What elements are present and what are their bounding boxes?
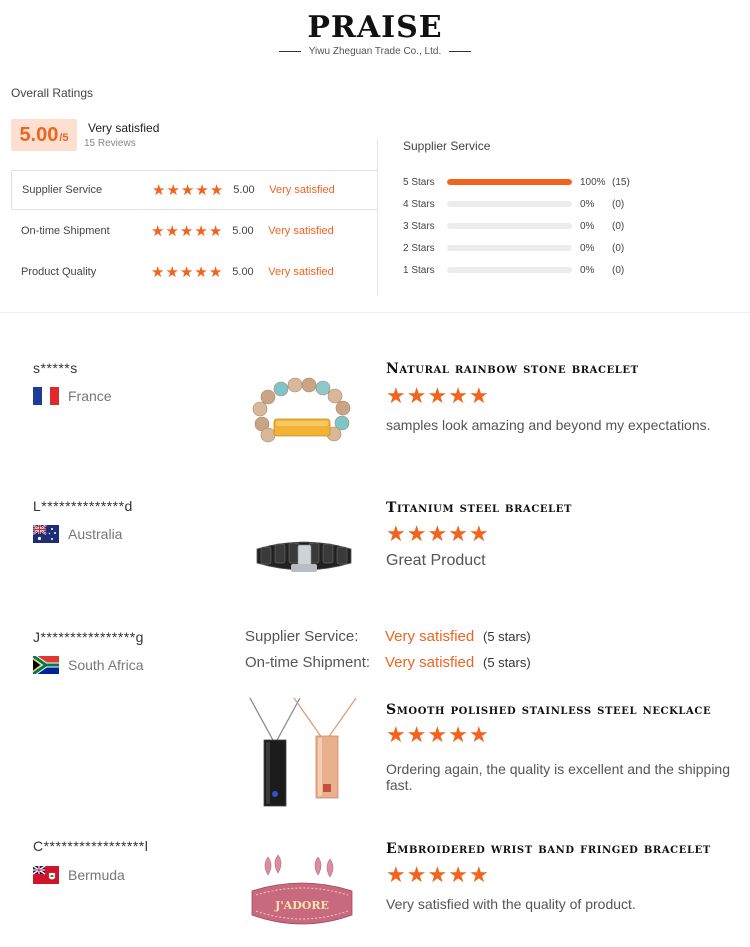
- star-icon: ★: [427, 862, 448, 887]
- reviewer-name: J****************g: [33, 629, 144, 645]
- necklace-image[interactable]: [244, 696, 360, 808]
- country-name: Bermuda: [68, 867, 125, 883]
- star-icon: ★: [165, 222, 179, 240]
- star-icon: ★: [427, 722, 448, 747]
- bracelet-badge-text: J'ADORE: [275, 899, 329, 912]
- product-title[interactable]: Smooth polished stainless steel necklace: [386, 702, 712, 718]
- shipment-value: Very satisfied: [385, 654, 475, 671]
- bermuda-flag-icon: [33, 866, 59, 884]
- star-icon: ★: [151, 263, 165, 281]
- product-title[interactable]: Embroidered wrist band fringed bracelet: [386, 841, 711, 857]
- embroidered-bracelet-image[interactable]: [246, 853, 358, 939]
- star-level-label: 5 Stars: [403, 176, 435, 188]
- count-label: (0): [612, 242, 625, 254]
- reviewer-country: [33, 866, 125, 884]
- star-breakdown-row: [403, 241, 624, 255]
- overall-verdict: Very satisfied: [88, 121, 160, 135]
- service-note: (5 stars): [483, 629, 531, 644]
- rating-value: 5.00: [233, 184, 255, 196]
- star-icon: ★: [448, 521, 468, 546]
- star-icon: ★: [427, 521, 448, 546]
- star-level-label: 4 Stars: [403, 198, 435, 210]
- overall-score-badge: [11, 119, 77, 151]
- subtitle-row: [0, 46, 750, 57]
- review-text: Great Product: [386, 552, 486, 569]
- rating-value: 5.00: [232, 266, 254, 278]
- star-breakdown-row: [403, 175, 630, 189]
- percent-label: 100%: [580, 176, 606, 188]
- titanium-bracelet-image[interactable]: [251, 533, 357, 581]
- percent-label: 0%: [580, 220, 595, 232]
- page-title: PRAISE: [307, 10, 443, 45]
- divider-right: [449, 51, 471, 52]
- star-icon: ★: [386, 521, 406, 546]
- count-label: (0): [612, 220, 625, 232]
- star-icon: ★: [406, 383, 427, 408]
- progress-track: [447, 201, 572, 207]
- star-breakdown-row: [403, 219, 624, 233]
- australia-flag-icon: [33, 525, 59, 543]
- progress-fill: [447, 179, 572, 185]
- star-icon: ★: [468, 383, 489, 408]
- overall-score: 5.00: [19, 123, 59, 146]
- star-icon: ★: [208, 263, 223, 281]
- shipment-label: On-time Shipment:: [245, 654, 371, 671]
- progress-track: [447, 223, 572, 229]
- star-icon: ★: [448, 862, 468, 887]
- star-icon: ★: [386, 722, 406, 747]
- star-icon: ★: [468, 521, 489, 546]
- star-icon: ★: [406, 862, 427, 887]
- reviewer-country: [33, 656, 144, 674]
- service-label: Supplier Service:: [245, 628, 359, 645]
- review-text: Ordering again, the quality is excellent and the shipping fast.: [386, 761, 730, 793]
- product-title[interactable]: Natural rainbow stone bracelet: [386, 361, 639, 377]
- rating-row-supplier-service[interactable]: [11, 170, 377, 210]
- product-title[interactable]: Titanium steel bracelet: [386, 500, 573, 516]
- star-icon: ★: [166, 181, 180, 199]
- country-name: Australia: [68, 526, 123, 542]
- percent-label: 0%: [580, 198, 595, 210]
- reviewer-name: L**************d: [33, 498, 133, 514]
- stone-bracelet-image[interactable]: [246, 375, 358, 455]
- review-count: 15 Reviews: [84, 138, 136, 149]
- star-breakdown-row: [403, 197, 624, 211]
- star-breakdown-row: [403, 263, 624, 277]
- rating-label: On-time Shipment: [21, 225, 110, 237]
- review-star-rating: [386, 864, 489, 886]
- progress-track: [447, 179, 572, 185]
- star-icon: ★: [448, 722, 468, 747]
- star-icon: ★: [194, 263, 208, 281]
- review-star-rating: [386, 724, 489, 746]
- overall-score-max: /5: [59, 132, 69, 144]
- star-rating: [151, 265, 222, 280]
- star-icon: ★: [468, 722, 489, 747]
- star-level-label: 3 Stars: [403, 220, 435, 232]
- section-divider: [0, 312, 750, 313]
- supplier-service-title: Supplier Service: [403, 139, 491, 153]
- count-label: (0): [612, 198, 625, 210]
- star-icon: ★: [406, 722, 427, 747]
- star-level-label: 1 Stars: [403, 264, 435, 276]
- reviewer-country: [33, 387, 112, 405]
- company-name: Yiwu Zheguan Trade Co., Ltd.: [308, 46, 442, 57]
- star-icon: ★: [448, 383, 468, 408]
- rating-verdict: Very satisfied: [268, 225, 334, 237]
- star-rating: [152, 183, 223, 198]
- panel-divider: [377, 139, 378, 296]
- star-icon: ★: [468, 862, 489, 887]
- divider-left: [279, 51, 301, 52]
- france-flag-icon: [33, 387, 59, 405]
- star-icon: ★: [165, 263, 179, 281]
- rating-verdict: Very satisfied: [269, 184, 335, 196]
- rating-verdict: Very satisfied: [268, 266, 334, 278]
- star-icon: ★: [194, 222, 208, 240]
- review-star-rating: [386, 385, 489, 407]
- count-label: (0): [612, 264, 625, 276]
- star-icon: ★: [427, 383, 448, 408]
- review-text: Very satisfied with the quality of product.: [386, 896, 636, 912]
- review-text: samples look amazing and beyond my expectations.: [386, 417, 711, 433]
- percent-label: 0%: [580, 242, 595, 254]
- south-africa-flag-icon: [33, 656, 59, 674]
- count-label: (15): [612, 176, 630, 188]
- star-icon: ★: [406, 521, 427, 546]
- country-name: South Africa: [68, 657, 144, 673]
- service-value: Very satisfied: [385, 628, 475, 645]
- star-rating: [151, 224, 222, 239]
- rating-value: 5.00: [232, 225, 254, 237]
- progress-track: [447, 245, 572, 251]
- rating-label: Product Quality: [21, 266, 97, 278]
- star-icon: ★: [179, 222, 194, 240]
- star-icon: ★: [386, 862, 406, 887]
- reviewer-name: s*****s: [33, 360, 78, 376]
- star-icon: ★: [180, 181, 195, 199]
- review-star-rating: [386, 523, 489, 545]
- star-icon: ★: [208, 222, 223, 240]
- star-icon: ★: [195, 181, 209, 199]
- overall-ratings-heading: Overall Ratings: [11, 86, 94, 100]
- star-level-label: 2 Stars: [403, 242, 435, 254]
- star-icon: ★: [209, 181, 224, 199]
- star-icon: ★: [386, 383, 406, 408]
- progress-track: [447, 267, 572, 273]
- percent-label: 0%: [580, 264, 595, 276]
- country-name: France: [68, 388, 112, 404]
- reviewer-country: [33, 525, 122, 543]
- star-icon: ★: [179, 263, 194, 281]
- shipment-note: (5 stars): [483, 655, 531, 670]
- rating-label: Supplier Service: [22, 184, 103, 196]
- star-icon: ★: [151, 222, 165, 240]
- reviewer-name: C*****************l: [33, 838, 149, 854]
- rating-row-product-quality[interactable]: [11, 252, 377, 292]
- star-icon: ★: [152, 181, 166, 199]
- rating-row-on-time-shipment[interactable]: [11, 211, 377, 251]
